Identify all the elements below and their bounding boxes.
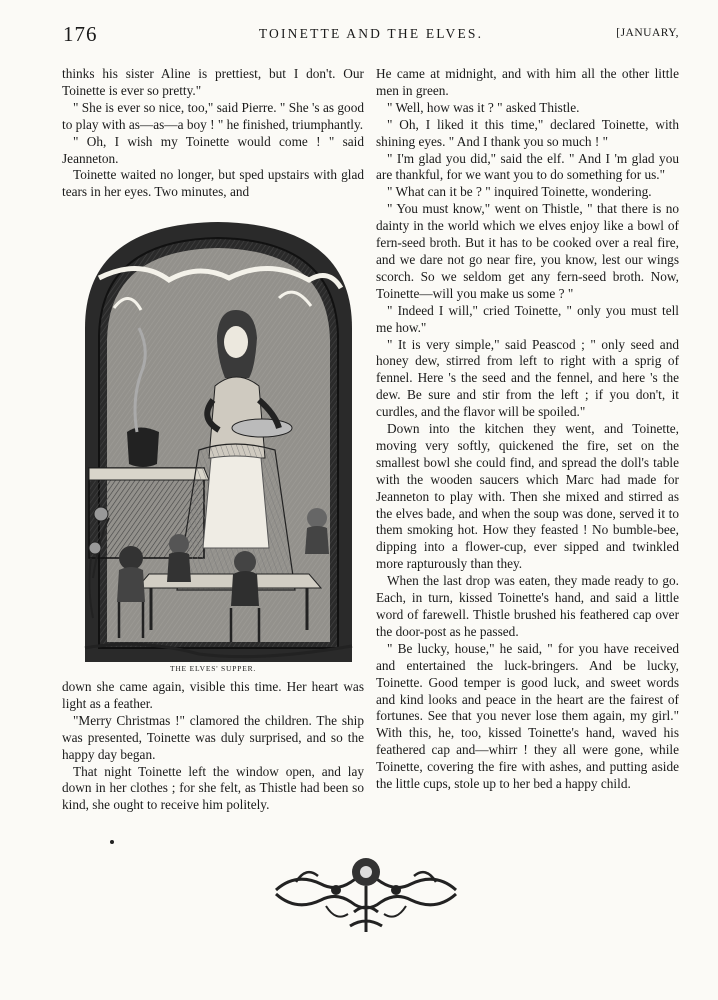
right-column xyxy=(376,66,679,793)
paragraph: " You must know," went on Thistle, " that there is no dainty in the world which we elves enjoy like a bowl of fern-seed broth. But it has to be cooked over a real fire, and we dare not go near fire, you know, lest our wings scorch. So we seldom get any fern-seed broth. Now, Toinette—will you make us some ? " xyxy=(376,201,679,301)
paragraph: " What can it be ? " inquired Toinette, wondering. xyxy=(387,184,652,200)
paragraph: " Well, how was it ? " asked Thistle. xyxy=(387,99,580,115)
paragraph: " Oh, I wish my Toinette would come ! " said Jeanneton. xyxy=(62,133,364,166)
page-number: 176 xyxy=(63,22,98,46)
ink-speck xyxy=(110,840,114,844)
left-column-bottom xyxy=(62,679,364,814)
elves-supper-illustration xyxy=(79,218,358,662)
figure-caption: THE ELVES' SUPPER. xyxy=(169,664,257,673)
decorative-ornament xyxy=(266,842,466,937)
paragraph: down she came again, visible this time. Her heart was light as a feather. xyxy=(62,679,364,711)
paragraph: Down into the kitchen they went, and Toinette, moving very softly, quickened the fire, set on the smallest bowl she could find, and spread the doll's table with the wooden saucers which Marc had made for Jeanneton to play with. Then she mixed and stirred as the elves bade, and when the soup was done, served it to them smoking hot. How they feasted ! No bumble-bee, dipping into a flower-cup, ever sipped and twinkled more rapturously than they. xyxy=(376,421,679,572)
paragraph: " She is ever so nice, too," said Pierre. " She 's as good to play with as—as—a boy ! " he finished, triumphantly. xyxy=(62,99,364,132)
paragraph: thinks his sister Aline is prettiest, but I don't. Our Toinette is ever so pretty." xyxy=(62,66,364,98)
engraving-image xyxy=(79,218,358,662)
page-header xyxy=(63,22,679,50)
running-title: TOINETTE AND THE ELVES. xyxy=(258,26,484,41)
paragraph: Toinette waited no longer, but sped upstairs with glad tears in her eyes. Two minutes, and xyxy=(62,167,364,200)
paragraph: " Be lucky, house," he said, " for you have received and entertained the luck-bringers. And be lucky, Toinette. Good temper is good luck, and sweet words and kind looks and peace in the heart are the fairest of fortunes. See that you never lose them again, my girl." With this, he, too, kissed Toinette's hand, waved his feathered cap and—whirr ! they all were gone, while Toinette, covering the fire with ashes, and putting aside the little cups, stole up to her bed a happy child. xyxy=(376,640,679,792)
paragraph: " I'm glad you did," said the elf. " And I 'm glad you are thankful, for we want you to do something for us." xyxy=(376,150,679,183)
paragraph: " Oh, I liked it this time," declared Toinette, with shining eyes. " And I thank you so much ! " xyxy=(376,116,679,149)
ornament-icon xyxy=(266,842,466,937)
paragraph: When the last drop was eaten, they made ready to go. Each, in turn, kissed Toinette's hand, and said a little word of farewell. Thistle brushed his feathered cap over the door-post as he passed. xyxy=(376,573,679,639)
paragraph: " Indeed I will," cried Toinette, " only you must tell me how." xyxy=(376,302,679,335)
paragraph: " It is very simple," said Peascod ; " only seed and honey dew, stirred from left to right with a sprig of fennel. Here 's the seed and the fennel, and here 's the dew. Be sure and stir from the left ; if you don't, it curdles, and the flavor will be spoiled." xyxy=(376,336,679,420)
paragraph: That night Toinette left the window open, and lay down in her clothes ; for she felt, as Thistle had been so kind, she ought to receive him politely. xyxy=(62,763,364,813)
paragraph: He came at midnight, and with him all the other little men in green. xyxy=(376,66,679,98)
paragraph: "Merry Christmas !" clamored the children. The ship was presented, Toinette was duly surprised, and so the happy day began. xyxy=(62,712,364,762)
issue-month: [JANUARY, xyxy=(616,27,679,39)
left-column-top xyxy=(62,66,364,201)
